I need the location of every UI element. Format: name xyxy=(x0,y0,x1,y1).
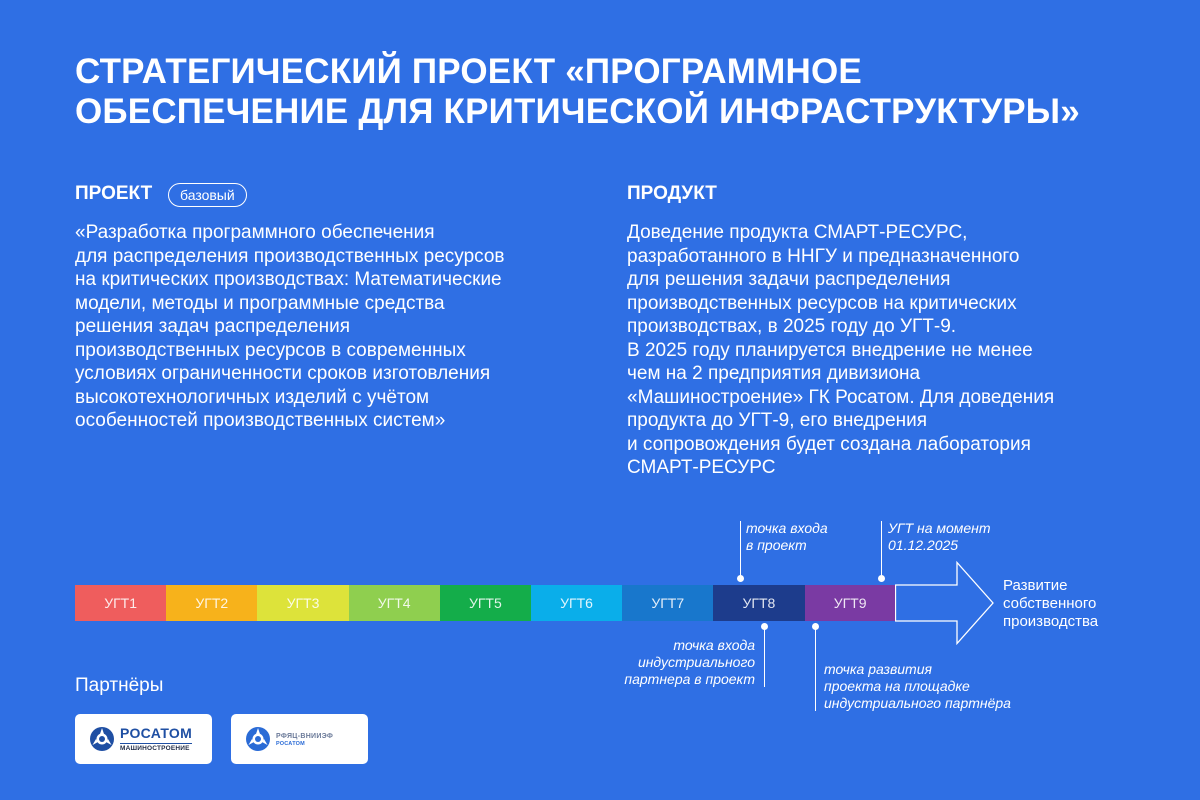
trl-level-7: УГТ7 xyxy=(622,585,713,621)
project-text: «Разработка программного обеспечения для распределения производственных ресурсов на критических производствах: Математические модели, методы и программные средства решения задач распределения производственных ресурсов в современных условиях ограниченности сроков изготовления высокотехнологичных изделий с учётом особенностей производственных систем» xyxy=(75,222,505,431)
rfyac-vniief-logo xyxy=(231,714,368,764)
trl-level-1: УГТ1 xyxy=(75,585,166,621)
rosatom-atom-icon xyxy=(245,726,271,752)
project-heading: ПРОЕКТ xyxy=(75,183,153,204)
trl-level-8: УГТ8 xyxy=(713,585,804,621)
project-entry-note: точка входа в проект xyxy=(746,520,828,553)
rosatom-atom-icon xyxy=(89,726,115,752)
current-level-dot xyxy=(878,575,885,582)
logo2-sub-text: РОСАТОМ xyxy=(276,740,305,747)
trl-level-3: УГТ3 xyxy=(257,585,348,621)
project-entry-line xyxy=(740,521,741,578)
product-heading: ПРОДУКТ xyxy=(627,183,717,204)
development-point-line xyxy=(815,626,816,711)
project-entry-dot xyxy=(737,575,744,582)
development-arrow-icon xyxy=(895,561,995,645)
development-point-note: точка развития проекта на площадке индустриального партнёра xyxy=(824,661,1011,711)
trl-level-6: УГТ6 xyxy=(531,585,622,621)
trl-level-2: УГТ2 xyxy=(166,585,257,621)
partners-heading: Партнёры xyxy=(75,675,164,696)
industrial-entry-line xyxy=(764,626,765,687)
trl-level-5: УГТ5 xyxy=(440,585,531,621)
trl-scale xyxy=(75,585,896,621)
development-label: Развитие собственного производства xyxy=(1003,577,1099,630)
logo1-main-text: РОСАТОМ xyxy=(120,725,193,741)
current-level-line xyxy=(881,521,882,578)
logo2-main-text: РФЯЦ-ВНИИЭФ xyxy=(276,732,334,740)
logo1-sub-text: МАШИНОСТРОЕНИЕ xyxy=(120,743,192,752)
page-title: СТРАТЕГИЧЕСКИЙ ПРОЕКТ «ПРОГРАММНОЕ ОБЕСПЕЧЕНИЕ ДЛЯ КРИТИЧЕСКОЙ ИНФРАСТРУКТУРЫ» xyxy=(75,52,1080,131)
industrial-entry-note: точка входа индустриального партнера в проект xyxy=(624,637,755,687)
trl-level-9: УГТ9 xyxy=(805,585,896,621)
rosatom-mashinostroenie-logo xyxy=(75,714,212,764)
current-level-note: УГТ на момент 01.12.2025 xyxy=(888,520,991,553)
product-text: Доведение продукта СМАРТ-РЕСУРС, разработанного в ННГУ и предназначенного для решения задачи распределения производственных ресурсов на критических производствах, в 2025 году до УГТ-9. В 2025 году планируется внедрение не менее чем на 2 предприятия дивизиона «Машиностроение» ГК Росатом. Для доведения продукта до УГТ-9, его внедрения и сопровождения будет создана лаборатория СМАРТ-РЕСУРС xyxy=(627,222,1055,478)
trl-level-4: УГТ4 xyxy=(349,585,440,621)
project-badge: базовый xyxy=(168,183,247,207)
